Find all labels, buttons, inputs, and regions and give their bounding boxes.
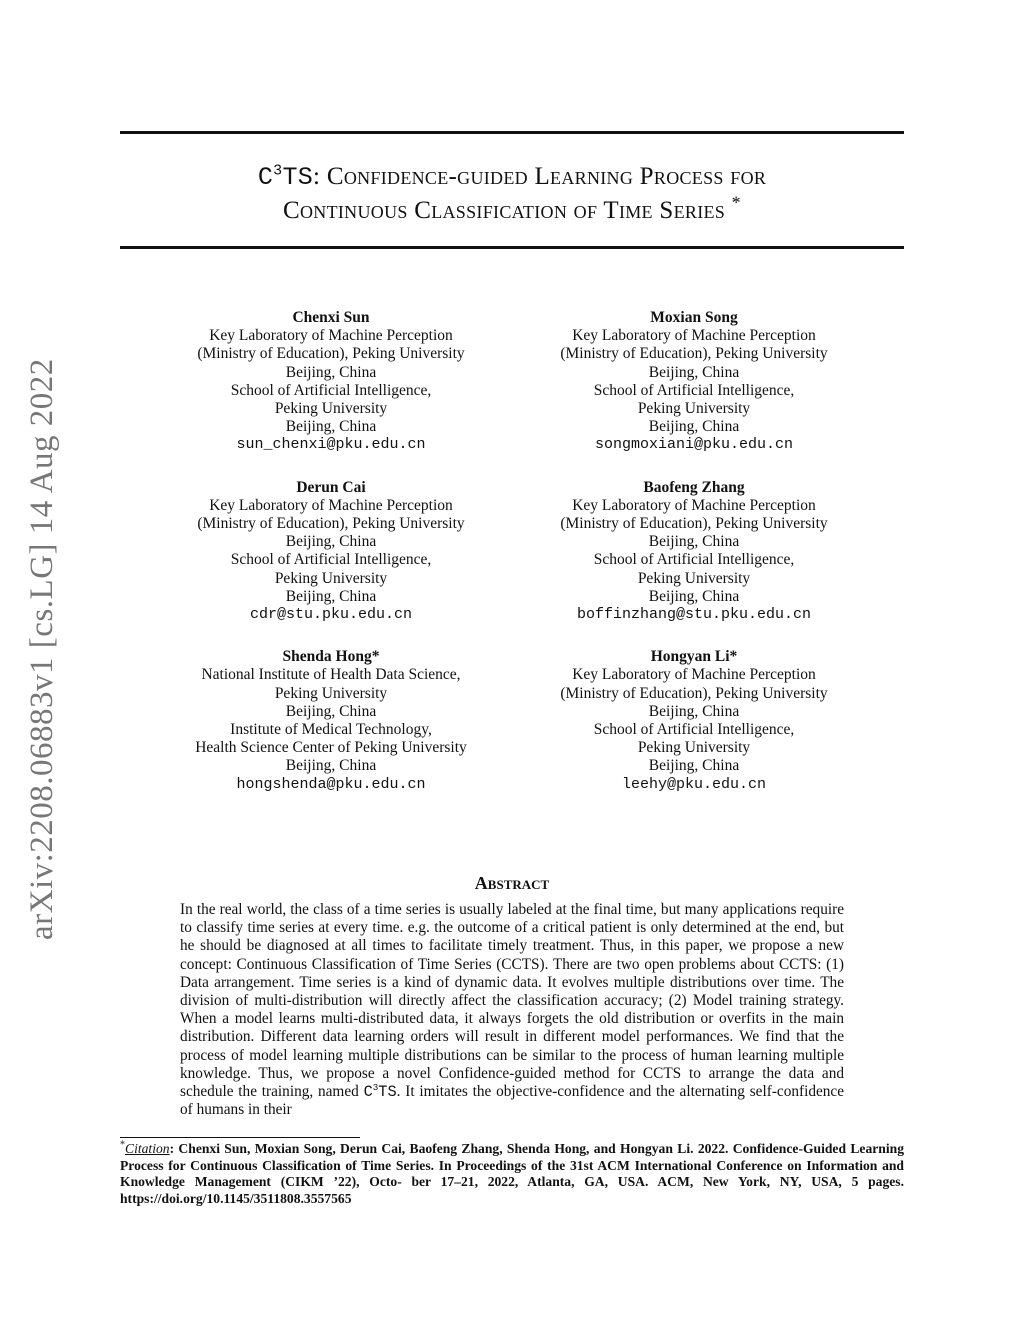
title-line-1 <box>120 160 904 194</box>
footnote-rule <box>120 1137 360 1138</box>
author-name: Hongyan Li* <box>650 648 738 666</box>
affiliation-line: School of Artificial Intelligence, <box>593 551 795 569</box>
abstract-c3ts-ts: TS <box>378 1083 397 1102</box>
citation-footnote <box>120 1141 904 1207</box>
abstract-text-tail: . It imitates the objective-confidence and the alternating self-confidence of humans in their <box>180 1083 845 1119</box>
author-name: Chenxi Sun <box>292 309 370 326</box>
affiliation-line: Peking University <box>274 569 388 587</box>
affiliation-line: (Ministry of Education), Peking University <box>560 515 828 533</box>
author-block <box>150 309 512 455</box>
abstract-body <box>180 901 844 1119</box>
affiliation-line: Key Laboratory of Machine Perception <box>572 327 816 345</box>
affiliation-line: Beijing, China <box>285 702 377 720</box>
author-row <box>150 479 875 625</box>
abstract-text: In the real world, the class of a time series is usually labeled at the final time, but many applications require to classify time series at every time. e.g. the outcome of a critical patient is only determined at the end, but he should be diagnosed at all times to facilitate timely treatment. Thus, in this paper, we propose a new concept: Continuous Classification of Time Series (CCTS). There are two open problems about CCTS: (1) Data arrangement. Time series is a kind of dynamic data. It evolves multiple distributions over time. The division of multi-distribution will directly affect the classification accuracy; (2) Model training strategy. When a model learns multi-distributed data, it always forgets the old distribution or overfits in the main distribution. Different data learning orders will result in different model performances. We find that the process of model learning multiple distributions can be similar to the process of human learning multiple knowledge. Thus, we propose a novel Confidence-guided method for CCTS to arrange the data and schedule the training, named <box>180 901 844 1101</box>
affiliation-line: (Ministry of Education), Peking University <box>197 515 465 533</box>
affiliation-line: Peking University <box>274 684 388 702</box>
affiliation-line: Peking University <box>274 400 388 418</box>
paper-title <box>120 160 904 227</box>
affiliation-line: Key Laboratory of Machine Perception <box>572 666 816 684</box>
author-name: Shenda Hong* <box>282 648 380 666</box>
abstract-heading: Abstract <box>474 873 550 893</box>
affiliation-line: Beijing, China <box>648 418 740 436</box>
title-sup: 3 <box>273 162 283 180</box>
affiliation-line: School of Artificial Intelligence, <box>593 381 795 399</box>
title-line-2 <box>120 194 904 227</box>
author-email[interactable]: sun_chenxi@pku.edu.cn <box>236 436 426 454</box>
author-block <box>150 479 512 625</box>
affiliation-line: School of Artificial Intelligence, <box>593 721 795 739</box>
author-name: Moxian Song <box>650 309 738 326</box>
arxiv-side-stamp: arXiv:2208.06883v1 [cs.LG] 14 Aug 2022 <box>24 358 60 940</box>
affiliation-line: Beijing, China <box>285 533 377 551</box>
affiliation-line: (Ministry of Education), Peking University <box>560 684 828 702</box>
author-email[interactable]: hongshenda@pku.edu.cn <box>236 775 426 793</box>
title-line-2-text: Continuous Classification of Time Series <box>283 197 726 224</box>
author-name: Derun Cai <box>296 478 366 496</box>
author-list <box>150 309 875 818</box>
affiliation-line: Beijing, China <box>648 363 740 381</box>
affiliation-line: Beijing, China <box>285 418 377 436</box>
title-c: C <box>257 163 274 192</box>
citation-label: Citation <box>125 1141 170 1156</box>
affiliation-line: (Ministry of Education), Peking University <box>560 345 828 363</box>
author-email[interactable]: boffinzhang@stu.pku.edu.cn <box>576 606 812 624</box>
affiliation-line: (Ministry of Education), Peking University <box>197 345 465 363</box>
citation-text: : Chenxi Sun, Moxian Song, Derun Cai, Baofeng Zhang, Shenda Hong, and Hongyan Li. 2022. Confidence-Guided Learning Process for Continuous Classification of Time Series. In Proceedings of the 31st ACM International Conference on Information and Knowledge Management (CIKM ’22), Octo- ber 17–21, 2022, Atlanta, GA, USA. ACM, New York, NY, USA, 5 pages. https://doi.org/10.1145/3511808.3557565 <box>120 1141 904 1206</box>
affiliation-line: Beijing, China <box>648 587 740 605</box>
author-email[interactable]: cdr@stu.pku.edu.cn <box>249 606 413 624</box>
affiliation-line: Peking University <box>637 569 751 587</box>
title-top-rule <box>120 131 904 134</box>
author-email[interactable]: songmoxiani@pku.edu.cn <box>594 436 794 454</box>
affiliation-line: School of Artificial Intelligence, <box>230 551 432 569</box>
affiliation-line: Beijing, China <box>648 757 740 775</box>
author-row <box>150 309 875 455</box>
author-block <box>513 309 875 455</box>
affiliation-line: Beijing, China <box>285 757 377 775</box>
title-bottom-rule <box>120 246 904 249</box>
affiliation-line: Beijing, China <box>285 363 377 381</box>
affiliation-line: Peking University <box>637 400 751 418</box>
affiliation-line: Key Laboratory of Machine Perception <box>572 496 816 514</box>
author-block <box>513 648 875 794</box>
author-block <box>513 479 875 625</box>
affiliation-line: Beijing, China <box>648 533 740 551</box>
footnote-marker: * <box>120 1139 125 1151</box>
affiliation-line: Key Laboratory of Machine Perception <box>209 496 453 514</box>
author-row <box>150 648 875 794</box>
affiliation-line: School of Artificial Intelligence, <box>230 381 432 399</box>
author-name: Baofeng Zhang <box>643 478 745 496</box>
author-email[interactable]: leehy@pku.edu.cn <box>621 775 767 793</box>
author-block <box>150 648 512 794</box>
affiliation-line: Peking University <box>637 739 751 757</box>
abstract-c3ts-c: C <box>363 1083 373 1102</box>
title-ts: TS <box>282 163 314 192</box>
affiliation-line: Health Science Center of Peking University <box>195 739 467 757</box>
abstract-c3ts-sup: 3 <box>372 1081 379 1093</box>
affiliation-line: Key Laboratory of Machine Perception <box>209 327 453 345</box>
affiliation-line: National Institute of Health Data Science, <box>201 666 461 684</box>
affiliation-line: Beijing, China <box>648 702 740 720</box>
title-footnote-marker: * <box>731 192 741 213</box>
title-line-1-text: : Confidence-guided Learning Process for <box>313 163 767 190</box>
affiliation-line: Beijing, China <box>285 587 377 605</box>
affiliation-line: Institute of Medical Technology, <box>230 721 432 739</box>
